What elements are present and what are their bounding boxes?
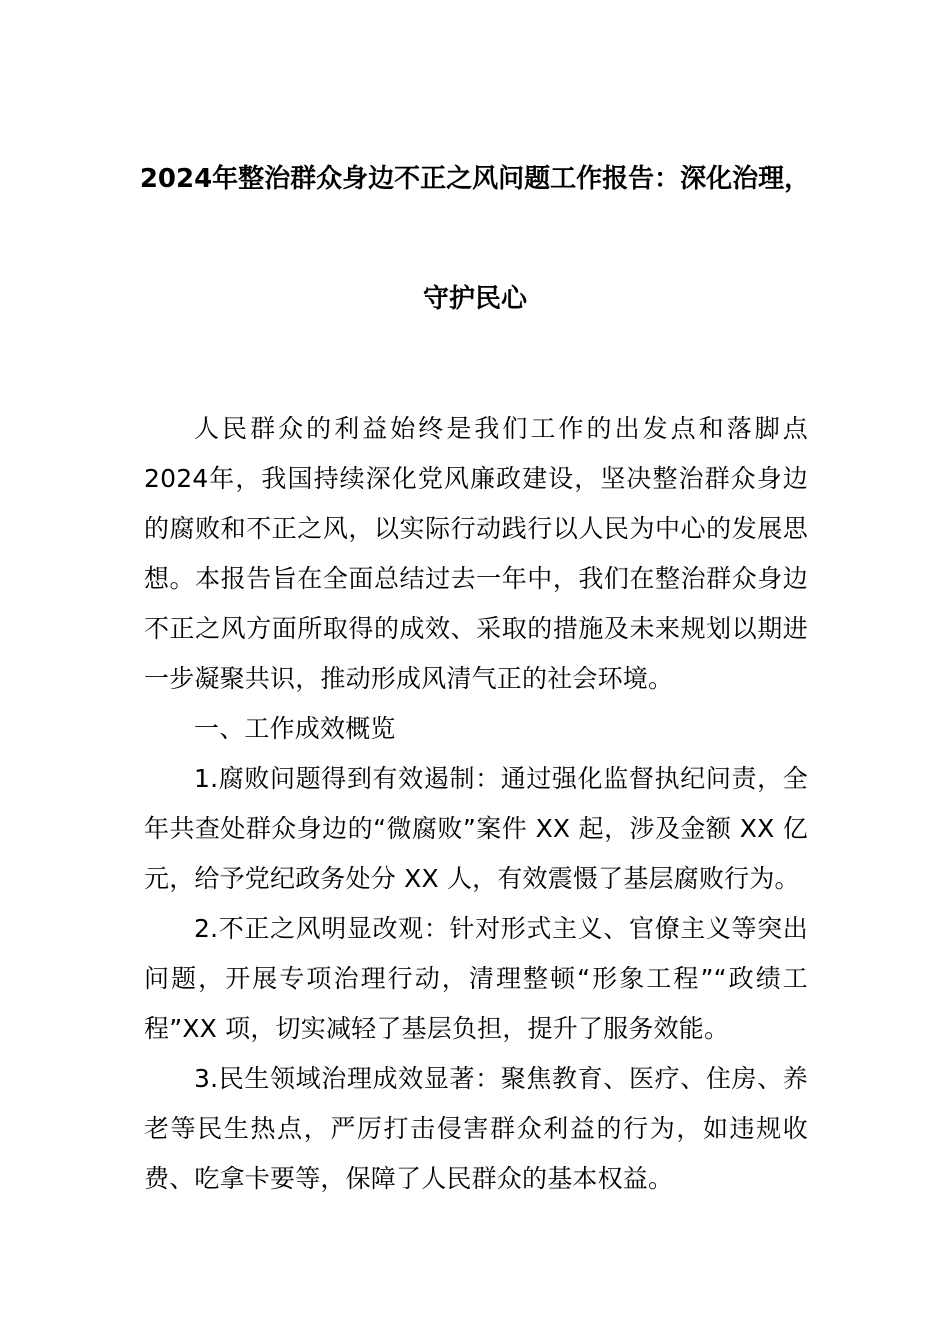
document-title-line-2: 守护民心 [422,284,527,314]
section-heading: 一、工作成效概览 [194,714,396,743]
intro-paragraph: 人民群众的利益始终是我们工作的出发点和落脚点 2024年，我国持续深化党风廉政建设，坚决整治群众身边的腐败和不正之风，以实际行动践行以人民为中心的发展思想。本报告旨在全面总结过去一年中，我们在整治群众身边不正之风方面所取得的成效、采取的措施及未来规划以期进一步凝聚共识，推动形成风清气正的社会环境。 [144,414,808,693]
body-paragraph: 3.民生领域治理成效显著：聚焦教育、医疗、住房、养老等民生热点，严厉打击侵害群众利益的行为，如违规收费、吃拿卡要等，保障了人民群众的基本权益。 [144,1064,808,1193]
document-body [144,404,808,1204]
body-paragraph: 2.不正之风明显改观：针对形式主义、官僚主义等突出问题，开展专项治理行动，清理整顿“形象工程”“政绩工程”XX 项，切实减轻了基层负担，提升了服务效能。 [144,914,808,1043]
body-paragraph: 1.腐败问题得到有效遏制：通过强化监督执纪问责，全年共查处群众身边的“微腐败”案件 XX 起，涉及金额 XX 亿元，给予党纪政务处分 XX 人，有效震慑了基层腐败行为。 [144,764,808,893]
document-title-line-1: 2024年整治群众身边不正之风问题工作报告：深化治理， [139,164,811,194]
